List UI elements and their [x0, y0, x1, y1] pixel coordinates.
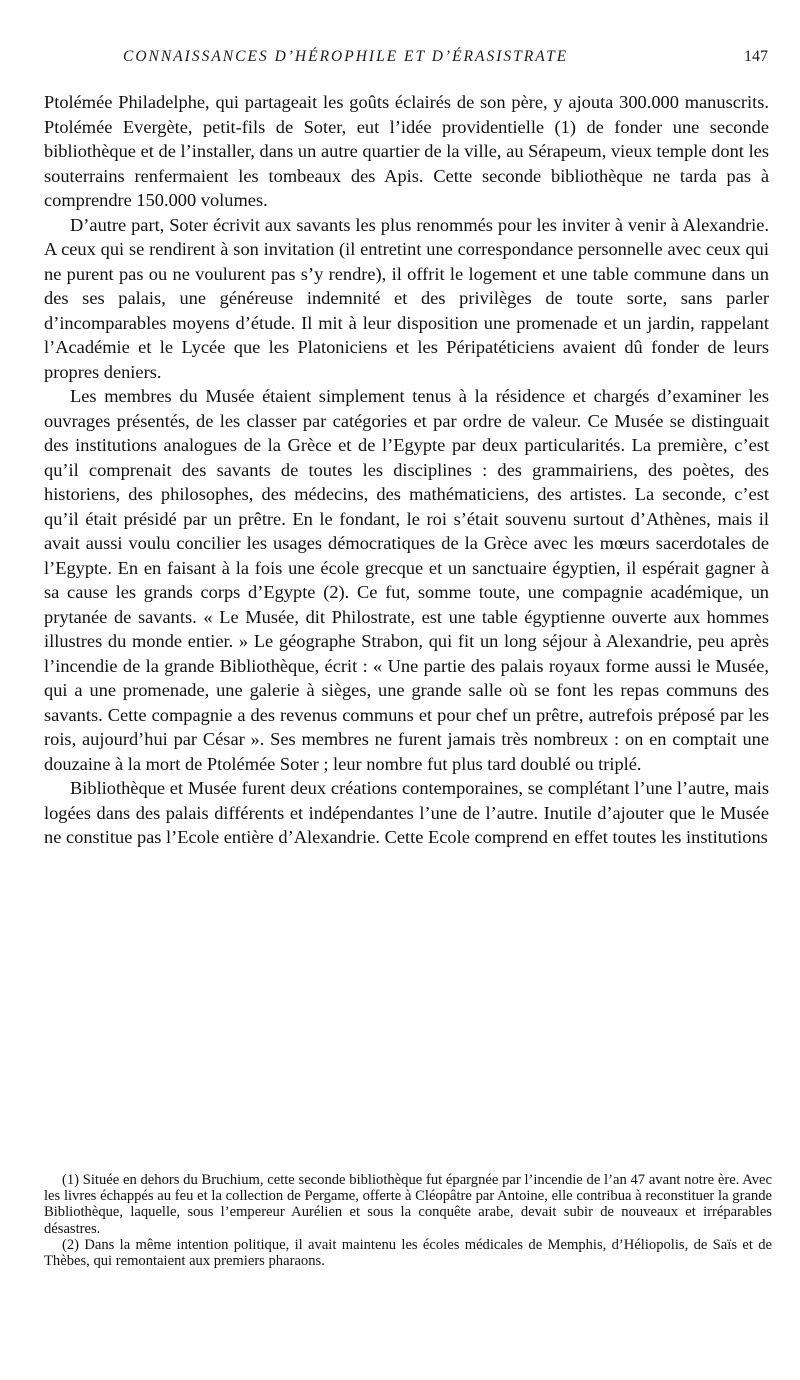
paragraph: Bibliothèque et Musée furent deux créations contemporaines, se complétant l’une l’autre, mais logées dans des palais différents et indépendantes l’une de l’autre. Inutile d’ajouter que le Musée ne constitue pas l’Ecole entière d’Alexandrie. Cette Ecole comprend en effet toutes les institutions — [44, 778, 769, 847]
running-head — [45, 48, 768, 72]
footnote: (1) Située en dehors du Bruchium, cette seconde bibliothèque fut épargnée par l’incendie de l’an 47 avant notre ère. Avec les livres échappés au feu et la collection de Pergame, offerte à Cléopâtre par Antoine, elle contribua à reconstituer la grande Bibliothèque, laquelle, sous l’empereur Aurélien et sous la conquête arabe, devait subir de nouveaux et irréparables désastres. — [44, 1172, 772, 1237]
paragraph: Les membres du Musée étaient simplement tenus à la résidence et chargés d’examiner les ouvrages présentés, de les classer par catégories et par ordre de valeur. Ce Musée se distinguait des institutions analogues de la Grèce et de l’Egypte par deux particularités. La première, c’est qu’il comprenait des savants de toutes les disciplines : des grammairiens, des poètes, des historiens, des philosophes, des médecins, des mathématiciens, des artistes. La seconde, c’est qu’il était présidé par un prêtre. En le fondant, le roi s’était souvenu surtout d’Athènes, mais il avait aussi voulu concilier les usages démocratiques de la Grèce avec les mœurs sacerdotales de l’Egypte. En en faisant à la fois une école grecque et un sanctuaire égyptien, il espérait gagner à sa cause les grands corps d’Egypte (2). Ce fut, somme toute, une compagnie académique, un prytanée de savants. « Le Musée, dit Philostrate, est une table égyptienne ouverte aux hommes illustres du monde entier. » Le géographe Strabon, qui fit un long séjour à Alexandrie, peu après l’incendie de la grande Bibliothèque, écrit : « Une partie des palais royaux forme aussi le Musée, qui a une promenade, une galerie à sièges, une grande salle où se font les repas communs des savants. Cette compagnie a des revenus communs et pour chef un prêtre, autrefois préposé par les rois, aujourd’hui par César ». Ses membres ne furent jamais très nombreux : on en comptait une douzaine à la mort de Ptolémée Soter ; leur nombre fut plus tard doublé ou triplé. — [44, 386, 769, 774]
page-number: 147 — [744, 48, 768, 65]
main-text — [44, 90, 769, 850]
running-head-title: CONNAISSANCES D’HÉROPHILE ET D’ÉRASISTRATE — [123, 48, 569, 65]
paragraph: Ptolémée Philadelphe, qui partageait les goûts éclairés de son père, y ajouta 300.000 manuscrits. Ptolémée Evergète, petit-fils de Soter, eut l’idée providentielle (1) de fonder une seconde bibliothèque et de l’installer, dans un autre quartier de la ville, au Sérapeum, vieux temple dont les souterrains renfermaient les tombeaux des Apis. Cette seconde bibliothèque ne tarda pas à comprendre 150.000 volumes. — [44, 92, 769, 210]
paragraph: D’autre part, Soter écrivit aux savants les plus renommés pour les inviter à venir à Alexandrie. A ceux qui se rendirent à son invitation (il entretint une correspondance personnelle avec ceux qui ne purent pas ou ne voulurent pas s’y rendre), il offrit le logement et une table commune dans un des ses palais, une généreuse indemnité et des privilèges de toute sorte, sans parler d’incomparables moyens d’étude. Il mit à leur disposition une promenade et un jardin, rappelant l’Académie et le Lycée que les Platoniciens et les Péripatéticiens avaient dû fonder de leurs propres deniers. — [44, 214, 769, 382]
footnotes — [44, 1172, 772, 1269]
footnote: (2) Dans la même intention politique, il avait maintenu les écoles médicales de Memphis, d’Héliopolis, de Saïs et de Thèbes, qui remontaient aux premiers pharaons. — [44, 1236, 772, 1270]
